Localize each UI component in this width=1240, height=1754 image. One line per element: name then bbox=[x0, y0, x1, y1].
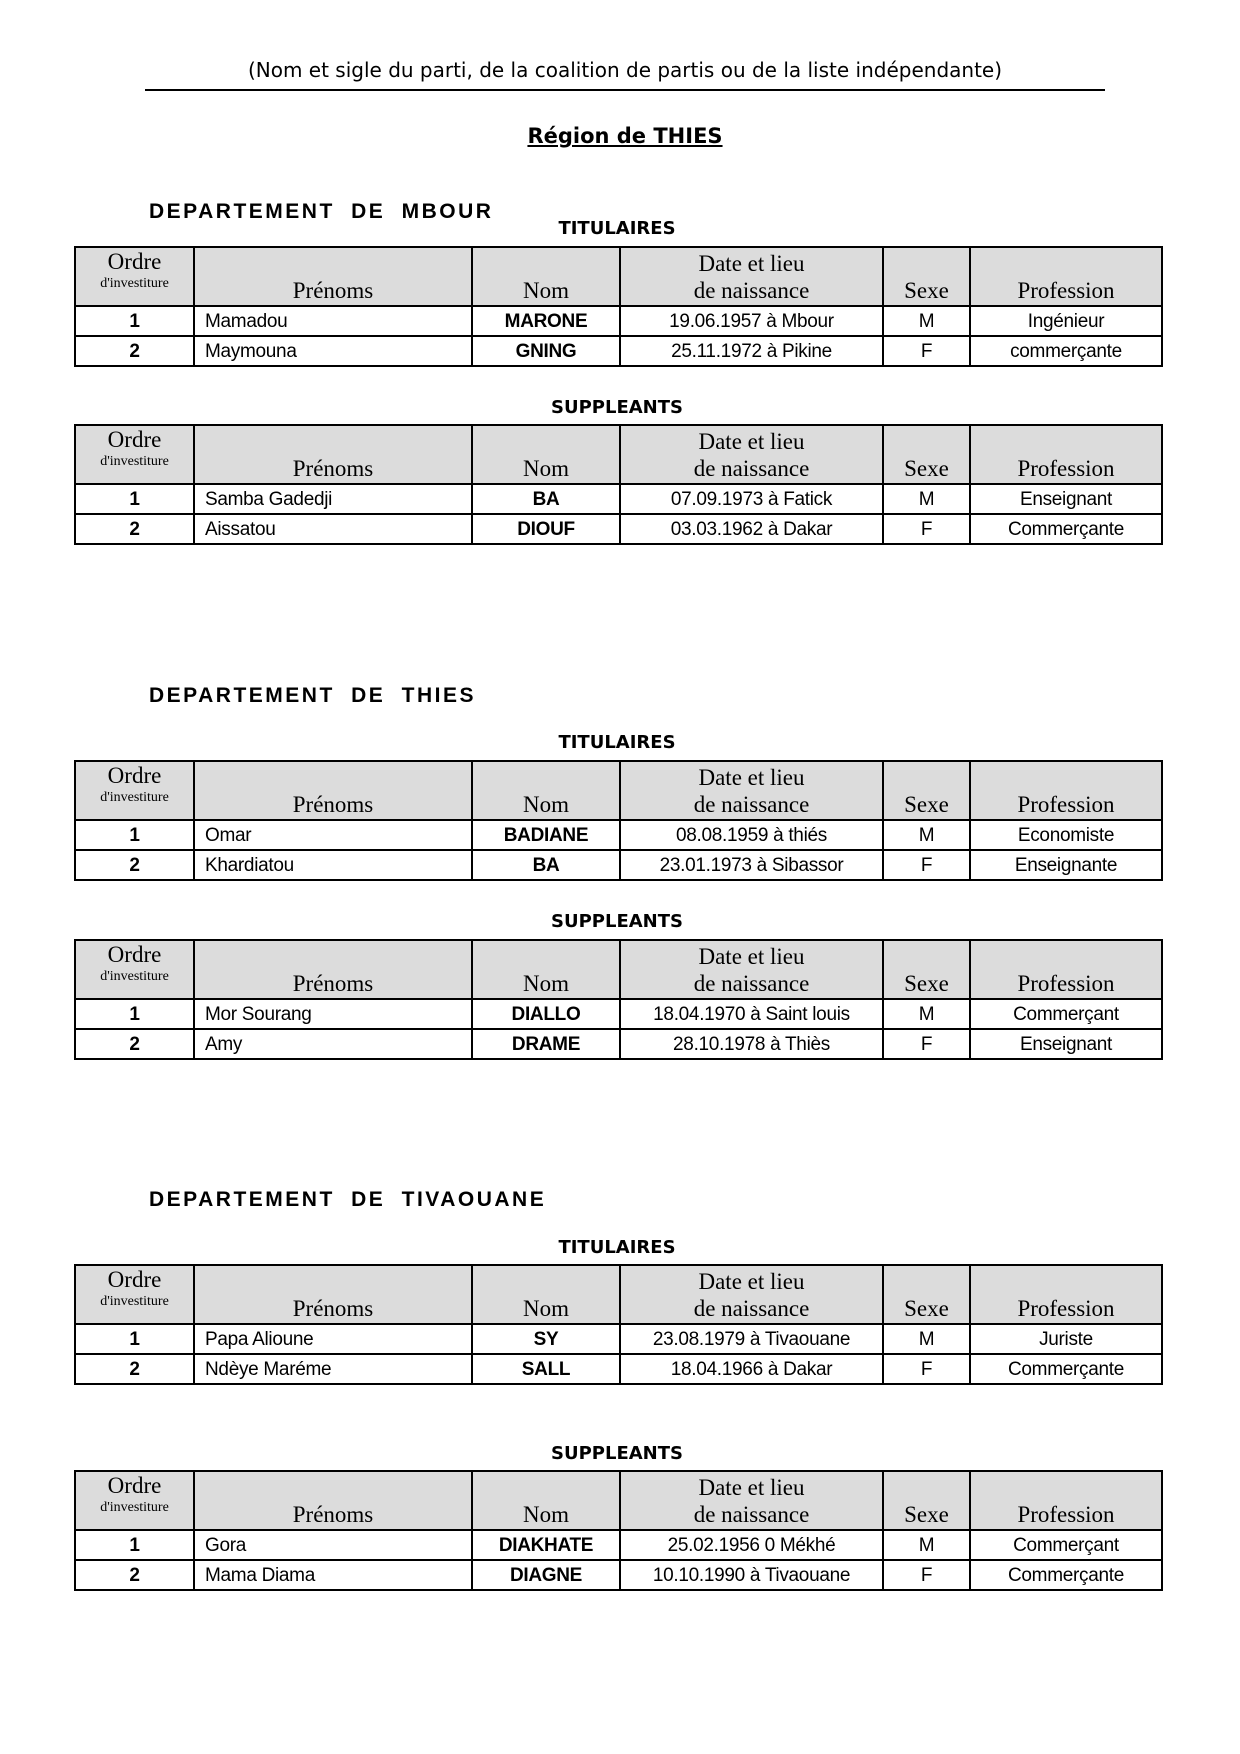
col-header-sexe: Sexe bbox=[883, 425, 970, 484]
cell-prenom: Khardiatou bbox=[194, 850, 472, 880]
col-header-sexe: Sexe bbox=[883, 761, 970, 820]
cell-ordre: 2 bbox=[75, 336, 194, 366]
table-row bbox=[75, 1029, 1162, 1059]
suppleants-label: SUPPLEANTS bbox=[551, 397, 683, 418]
cell-sexe: M bbox=[883, 484, 970, 514]
col-header-sexe: Sexe bbox=[883, 1265, 970, 1324]
col-header-date-line2: de naissance bbox=[693, 1502, 810, 1527]
cell-profession: Commerçante bbox=[970, 514, 1162, 544]
cell-nom: DIAKHATE bbox=[472, 1530, 620, 1560]
cell-profession: Commerçant bbox=[970, 1530, 1162, 1560]
department-title: DEPARTEMENT DE MBOUR bbox=[149, 200, 494, 223]
cell-ordre: 1 bbox=[75, 1530, 194, 1560]
col-header-ordre-sub: d'investiture bbox=[100, 276, 169, 291]
col-header-ordre bbox=[75, 1471, 194, 1530]
cell-nom: DIOUF bbox=[472, 514, 620, 544]
col-header-date-line2: de naissance bbox=[693, 278, 810, 303]
col-header-ordre bbox=[75, 761, 194, 820]
cell-ordre: 1 bbox=[75, 999, 194, 1029]
col-header-date-lieu bbox=[620, 1265, 883, 1324]
cell-ordre: 2 bbox=[75, 1029, 194, 1059]
table-row bbox=[75, 1530, 1162, 1560]
cell-prenom: Samba Gadedji bbox=[194, 484, 472, 514]
col-header-date-lieu bbox=[620, 1471, 883, 1530]
col-header-date-line2: de naissance bbox=[693, 1296, 810, 1321]
cell-date-lieu: 19.06.1957 à Mbour bbox=[620, 306, 883, 336]
titulaires-label: TITULAIRES bbox=[558, 1237, 676, 1258]
cell-prenom: Mor Sourang bbox=[194, 999, 472, 1029]
cell-date-lieu: 18.04.1970 à Saint louis bbox=[620, 999, 883, 1029]
col-header-ordre-label: Ordre bbox=[107, 249, 162, 274]
cell-date-lieu: 03.03.1962 à Dakar bbox=[620, 514, 883, 544]
header-note: (Nom et sigle du parti, de la coalition de partis ou de la liste indépendante) bbox=[247, 58, 1003, 82]
col-header-date-lieu bbox=[620, 425, 883, 484]
department-title: DEPARTEMENT DE THIES bbox=[149, 684, 476, 707]
cell-sexe: F bbox=[883, 1029, 970, 1059]
cell-profession: Commerçante bbox=[970, 1560, 1162, 1590]
col-header-date-lieu bbox=[620, 940, 883, 999]
cell-date-lieu: 25.11.1972 à Pikine bbox=[620, 336, 883, 366]
col-header-date-line1: Date et lieu bbox=[698, 251, 805, 276]
table-row bbox=[75, 1324, 1162, 1354]
titulaires-table bbox=[74, 1264, 1163, 1385]
cell-date-lieu: 23.08.1979 à Tivaouane bbox=[620, 1324, 883, 1354]
cell-ordre: 2 bbox=[75, 514, 194, 544]
col-header-date-line1: Date et lieu bbox=[698, 944, 805, 969]
cell-sexe: F bbox=[883, 850, 970, 880]
cell-date-lieu: 18.04.1966 à Dakar bbox=[620, 1354, 883, 1384]
col-header-nom: Nom bbox=[472, 761, 620, 820]
col-header-date-line2: de naissance bbox=[693, 971, 810, 996]
col-header-nom: Nom bbox=[472, 940, 620, 999]
col-header-date-line2: de naissance bbox=[693, 792, 810, 817]
cell-nom: DIALLO bbox=[472, 999, 620, 1029]
col-header-prenoms: Prénoms bbox=[194, 761, 472, 820]
cell-prenom: Gora bbox=[194, 1530, 472, 1560]
cell-prenom: Aissatou bbox=[194, 514, 472, 544]
cell-date-lieu: 10.10.1990 à Tivaouane bbox=[620, 1560, 883, 1590]
table-row bbox=[75, 999, 1162, 1029]
col-header-nom: Nom bbox=[472, 1265, 620, 1324]
cell-sexe: F bbox=[883, 336, 970, 366]
cell-prenom: Maymouna bbox=[194, 336, 472, 366]
col-header-date-line2: de naissance bbox=[693, 456, 810, 481]
cell-profession: Ingénieur bbox=[970, 306, 1162, 336]
cell-profession: Commerçant bbox=[970, 999, 1162, 1029]
cell-ordre: 2 bbox=[75, 1560, 194, 1590]
col-header-nom: Nom bbox=[472, 1471, 620, 1530]
cell-profession: Enseignant bbox=[970, 484, 1162, 514]
table-row bbox=[75, 336, 1162, 366]
col-header-date-line1: Date et lieu bbox=[698, 1475, 805, 1500]
cell-nom: BA bbox=[472, 850, 620, 880]
cell-profession: Commerçante bbox=[970, 1354, 1162, 1384]
col-header-prenoms: Prénoms bbox=[194, 247, 472, 306]
cell-sexe: M bbox=[883, 999, 970, 1029]
cell-nom: SALL bbox=[472, 1354, 620, 1384]
col-header-profession: Profession bbox=[970, 247, 1162, 306]
cell-prenom: Omar bbox=[194, 820, 472, 850]
suppleants-table bbox=[74, 424, 1163, 545]
col-header-ordre-label: Ordre bbox=[107, 1473, 162, 1498]
col-header-prenoms: Prénoms bbox=[194, 940, 472, 999]
cell-date-lieu: 28.10.1978 à Thiès bbox=[620, 1029, 883, 1059]
suppleants-label: SUPPLEANTS bbox=[551, 1443, 683, 1464]
table-row bbox=[75, 514, 1162, 544]
cell-nom: BADIANE bbox=[472, 820, 620, 850]
cell-profession: Enseignante bbox=[970, 850, 1162, 880]
col-header-ordre bbox=[75, 425, 194, 484]
region-title: Région de THIES bbox=[527, 124, 723, 148]
table-row bbox=[75, 850, 1162, 880]
col-header-ordre-sub: d'investiture bbox=[100, 1500, 169, 1515]
col-header-profession: Profession bbox=[970, 425, 1162, 484]
cell-ordre: 1 bbox=[75, 820, 194, 850]
suppleants-table bbox=[74, 1470, 1163, 1591]
cell-prenom: Mama Diama bbox=[194, 1560, 472, 1590]
cell-date-lieu: 23.01.1973 à Sibassor bbox=[620, 850, 883, 880]
cell-nom: DIAGNE bbox=[472, 1560, 620, 1590]
cell-profession: Juriste bbox=[970, 1324, 1162, 1354]
col-header-profession: Profession bbox=[970, 761, 1162, 820]
cell-date-lieu: 08.08.1959 à thiés bbox=[620, 820, 883, 850]
cell-profession: Economiste bbox=[970, 820, 1162, 850]
cell-prenom: Papa Alioune bbox=[194, 1324, 472, 1354]
cell-prenom: Ndèye Maréme bbox=[194, 1354, 472, 1384]
table-row bbox=[75, 1354, 1162, 1384]
col-header-ordre-label: Ordre bbox=[107, 942, 162, 967]
cell-ordre: 1 bbox=[75, 1324, 194, 1354]
col-header-profession: Profession bbox=[970, 1471, 1162, 1530]
table-row bbox=[75, 306, 1162, 336]
col-header-ordre-label: Ordre bbox=[107, 763, 162, 788]
department-title: DEPARTEMENT DE TIVAOUANE bbox=[149, 1188, 547, 1211]
col-header-sexe: Sexe bbox=[883, 247, 970, 306]
cell-ordre: 2 bbox=[75, 1354, 194, 1384]
col-header-sexe: Sexe bbox=[883, 1471, 970, 1530]
titulaires-label: TITULAIRES bbox=[558, 218, 676, 239]
col-header-ordre bbox=[75, 940, 194, 999]
cell-ordre: 2 bbox=[75, 850, 194, 880]
cell-nom: BA bbox=[472, 484, 620, 514]
table-row bbox=[75, 1560, 1162, 1590]
cell-nom: SY bbox=[472, 1324, 620, 1354]
col-header-nom: Nom bbox=[472, 425, 620, 484]
cell-profession: Enseignant bbox=[970, 1029, 1162, 1059]
cell-nom: MARONE bbox=[472, 306, 620, 336]
col-header-profession: Profession bbox=[970, 940, 1162, 999]
col-header-prenoms: Prénoms bbox=[194, 1471, 472, 1530]
table-row bbox=[75, 484, 1162, 514]
titulaires-table bbox=[74, 246, 1163, 367]
col-header-nom: Nom bbox=[472, 247, 620, 306]
col-header-prenoms: Prénoms bbox=[194, 1265, 472, 1324]
col-header-ordre bbox=[75, 1265, 194, 1324]
col-header-ordre-sub: d'investiture bbox=[100, 454, 169, 469]
col-header-date-line1: Date et lieu bbox=[698, 765, 805, 790]
cell-sexe: M bbox=[883, 820, 970, 850]
col-header-date-lieu bbox=[620, 247, 883, 306]
cell-sexe: F bbox=[883, 514, 970, 544]
cell-prenom: Amy bbox=[194, 1029, 472, 1059]
cell-sexe: M bbox=[883, 1530, 970, 1560]
header-rule bbox=[145, 89, 1105, 91]
cell-prenom: Mamadou bbox=[194, 306, 472, 336]
col-header-ordre-label: Ordre bbox=[107, 1267, 162, 1292]
cell-ordre: 1 bbox=[75, 484, 194, 514]
cell-sexe: F bbox=[883, 1354, 970, 1384]
col-header-profession: Profession bbox=[970, 1265, 1162, 1324]
cell-nom: GNING bbox=[472, 336, 620, 366]
col-header-date-lieu bbox=[620, 761, 883, 820]
table-row bbox=[75, 820, 1162, 850]
titulaires-table bbox=[74, 760, 1163, 881]
cell-sexe: M bbox=[883, 306, 970, 336]
cell-sexe: F bbox=[883, 1560, 970, 1590]
col-header-ordre bbox=[75, 247, 194, 306]
cell-date-lieu: 07.09.1973 à Fatick bbox=[620, 484, 883, 514]
cell-ordre: 1 bbox=[75, 306, 194, 336]
cell-profession: commerçante bbox=[970, 336, 1162, 366]
col-header-prenoms: Prénoms bbox=[194, 425, 472, 484]
cell-date-lieu: 25.02.1956 0 Mékhé bbox=[620, 1530, 883, 1560]
col-header-ordre-sub: d'investiture bbox=[100, 969, 169, 984]
col-header-date-line1: Date et lieu bbox=[698, 429, 805, 454]
suppleants-table bbox=[74, 939, 1163, 1060]
col-header-ordre-sub: d'investiture bbox=[100, 1294, 169, 1309]
col-header-date-line1: Date et lieu bbox=[698, 1269, 805, 1294]
suppleants-label: SUPPLEANTS bbox=[551, 911, 683, 932]
cell-sexe: M bbox=[883, 1324, 970, 1354]
col-header-sexe: Sexe bbox=[883, 940, 970, 999]
col-header-ordre-sub: d'investiture bbox=[100, 790, 169, 805]
col-header-ordre-label: Ordre bbox=[107, 427, 162, 452]
cell-nom: DRAME bbox=[472, 1029, 620, 1059]
titulaires-label: TITULAIRES bbox=[558, 732, 676, 753]
